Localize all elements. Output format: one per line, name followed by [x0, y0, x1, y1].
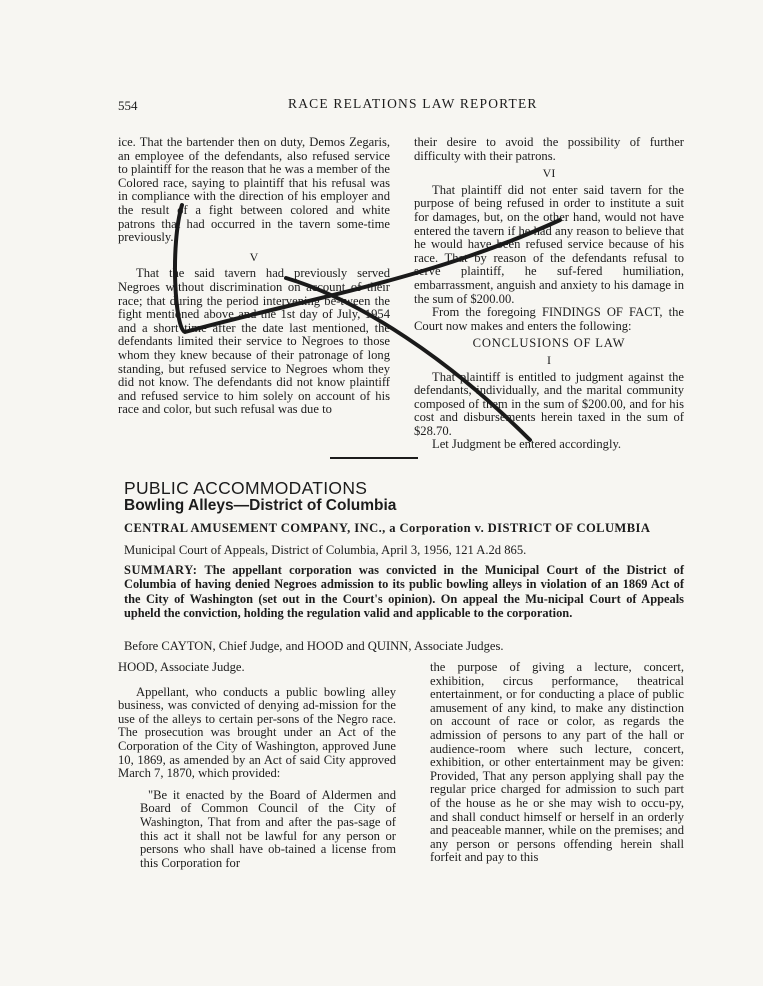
top-right-column	[414, 136, 684, 452]
case-citation: Municipal Court of Appeals, District of Columbia, April 3, 1956, 121 A.2d 865.	[124, 543, 527, 557]
paragraph: Let Judgment be entered accordingly.	[432, 437, 622, 452]
paragraph: That plaintiff did not enter said tavern for the purpose of being refused in order to institute a suit for damages, but, on the other hand, would not have entered the tavern if he had any reason to believe that he would have been refused service because of his race. That by reason of the defendants refusal to serve plaintiff, he suf-fered humiliation, embarrassment, anguish and anxiety to his damage in the sum of $200.00.	[414, 182, 684, 306]
case-summary	[124, 563, 684, 621]
summary-text: The appellant corporation was convicted in the Municipal Court of the District of Columbia of having denied Negroes admission to its public bowling alleys in violation of an 1869 Act of the City of Washington (set out in the Court's opinion). On appeal the Mu-nicipal Court of Appeals upheld the conviction, holding the regulation valid and applicable to the corporation.	[124, 563, 684, 621]
section-number: I	[547, 352, 551, 367]
statute-quote-continued: the purpose of giving a lecture, concert, exhibition, circus performance, theatrical entertainment, or for conducting a place of public amusement of any kind, to make any distinction on account of race or color, as regards the admission of persons to any part of the hall or audience-room where such lecture, concert, exhibition, or other entertainment may be given: Provided, That any person applying shall pay the regular price charged for admission to such part of the house as he or she may wish to occu-py, and shall conduct himself or herself in an orderly and peaceable manner, while on the premises; and any person or persons offending herein shall forfeit and pay to this	[430, 660, 684, 865]
bench-line: Before CAYTON, Chief Judge, and HOOD and QUINN, Associate Judges.	[124, 639, 504, 653]
case-heading: PUBLIC ACCOMMODATIONS	[124, 478, 368, 498]
opinion-right-column	[430, 661, 684, 865]
conclusions-heading: CONCLUSIONS OF LAW	[472, 336, 626, 351]
paragraph: From the foregoing FINDINGS OF FACT, the Court now makes and enters the following:	[414, 305, 684, 333]
paragraph: their desire to avoid the possibility of further difficulty with their patrons.	[414, 135, 684, 163]
paragraph: That the said tavern had previously served Negroes without discrimination on account of their race; that during the period intervening be-tween the fight mentioned above and the 1st day of July, 1954 and a short time after the date last mentioned, the defendants limited their service to Negroes to those whom they knew because of their patronage of long standing, but refused service to Negroes whom they did not know. The defendants did not know plaintiff and refused service to him solely on account of his race and color, but such refusal was due to	[118, 266, 390, 417]
paragraph: Appellant, who conducts a public bowling alley business, was convicted of denying ad-mission for the use of the alleys to certain per-sons of the Negro race. The prosecution was brought under an Act of the Corporation of the City of Washington, approved June 10, 1869, as amended by an Act of said City approved March 7, 1870, which provided:	[118, 684, 396, 781]
case-caption: CENTRAL AMUSEMENT COMPANY, INC., a Corporation v. DISTRICT OF COLUMBIA	[124, 521, 651, 535]
summary-label: SUMMARY:	[124, 563, 198, 577]
paragraph: That plaintiff is entitled to judgment against the defendants, individually, and the marital community composed of them in the sum of $200.00, and for his cost and disbursements herein taxed in the sum of $28.70.	[414, 369, 684, 438]
running-title: RACE RELATIONS LAW REPORTER	[288, 96, 538, 111]
top-left-column	[118, 136, 390, 417]
section-number: VI	[542, 166, 556, 181]
page-number: 554	[118, 98, 138, 113]
opinion-left-column	[118, 661, 396, 870]
case-subheading: Bowling Alleys—District of Columbia	[124, 497, 397, 514]
section-number: V	[249, 249, 259, 264]
judge-name: HOOD, Associate Judge.	[118, 660, 245, 674]
section-divider	[330, 457, 418, 459]
paragraph: ice. That the bartender then on duty, Demos Zegaris, an employee of the defendants, also refused service to plaintiff for the reason that he was a member of the Colored race, saying to plaintiff that his refusal was in compliance with the direction of his employer and the result of a fight between colored and white patrons that had occurred in the tavern some-time previously.	[118, 135, 390, 245]
statute-quote: "Be it enacted by the Board of Aldermen and Board of Common Council of the City of Washington, That from and after the pas-sage of this act it shall not be lawful for any person or persons who shall have ob-tained a license from this Corporation for	[140, 787, 396, 870]
